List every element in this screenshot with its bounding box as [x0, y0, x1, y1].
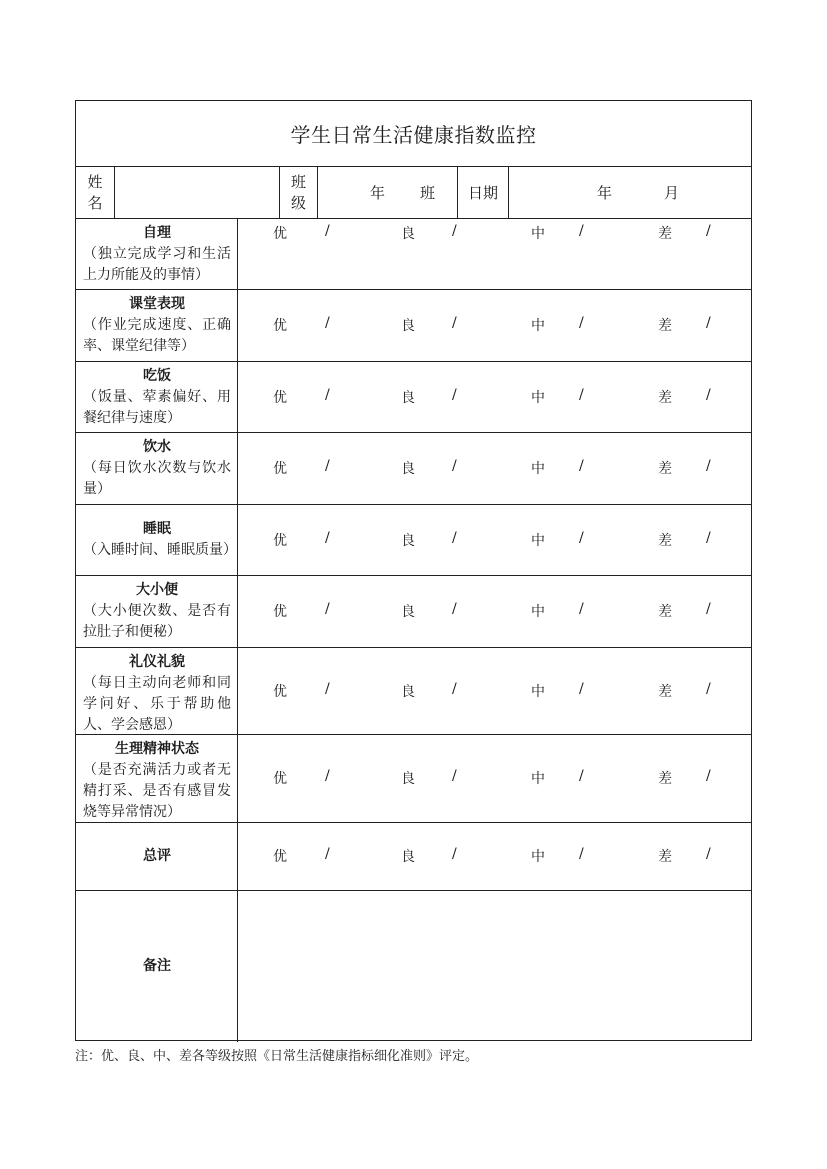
criterion-label-cell — [76, 433, 238, 504]
grade-option[interactable]: 差 — [658, 849, 672, 865]
grade-slash: / — [579, 681, 584, 697]
grade-option[interactable]: 优 — [273, 390, 287, 406]
month-text: 月 — [664, 184, 680, 202]
criterion-row — [76, 433, 751, 505]
grade-option[interactable]: 中 — [531, 771, 545, 787]
grade-option[interactable]: 良 — [401, 604, 415, 620]
grade-slash: / — [706, 846, 711, 862]
grade-option[interactable]: 优 — [273, 771, 287, 787]
summary-label: 总评 — [143, 848, 171, 864]
info-row — [76, 167, 751, 219]
criterion-row — [76, 735, 751, 823]
remark-row — [76, 891, 751, 1042]
grade-slash: / — [325, 681, 330, 697]
criterion-row — [76, 362, 751, 433]
grade-slash: / — [325, 601, 330, 617]
grade-slash: / — [325, 846, 330, 862]
grade-option[interactable]: 优 — [273, 318, 287, 334]
grade-slash: / — [325, 223, 330, 239]
grade-option[interactable]: 优 — [273, 684, 287, 700]
grade-slash: / — [579, 387, 584, 403]
criterion-row — [76, 505, 751, 576]
health-index-form — [75, 100, 752, 1041]
grade-slash: / — [325, 530, 330, 546]
grade-option[interactable]: 中 — [531, 604, 545, 620]
grade-slash: / — [452, 387, 457, 403]
grade-slash: / — [706, 768, 711, 784]
criterion-description: （是否充满活力或者无精打采、是否有感冒发烧等异常情况） — [83, 762, 231, 820]
grade-option[interactable]: 差 — [658, 604, 672, 620]
remark-label-cell — [76, 891, 238, 1042]
remark-field[interactable] — [238, 891, 751, 1042]
criterion-title: 饮水 — [143, 439, 171, 455]
grade-option[interactable]: 良 — [401, 318, 415, 334]
grade-options — [238, 362, 751, 432]
grade-slash: / — [706, 601, 711, 617]
grade-slash: / — [706, 315, 711, 331]
grade-option[interactable]: 中 — [531, 533, 545, 549]
grade-option[interactable]: 差 — [658, 533, 672, 549]
grade-options — [238, 433, 751, 504]
remark-label: 备注 — [143, 958, 171, 974]
class-text: 班 — [420, 184, 436, 202]
grade-options — [238, 648, 751, 734]
criterion-title: 吃饭 — [143, 368, 171, 384]
grade-slash: / — [579, 458, 584, 474]
date-label: 日期 — [467, 184, 498, 202]
criterion-title: 大小便 — [136, 582, 178, 598]
grade-option[interactable]: 差 — [658, 390, 672, 406]
grade-slash: / — [579, 768, 584, 784]
criterion-description: （大小便次数、是否有拉肚子和便秘） — [83, 603, 231, 640]
criterion-description: （饭量、荤素偏好、用餐纪律与速度） — [83, 389, 231, 426]
criterion-description: （每日主动向老师和同学问好、乐于帮助他人、学会感恩） — [83, 675, 231, 733]
grade-option[interactable]: 中 — [531, 226, 545, 242]
criterion-title: 生理精神状态 — [115, 741, 199, 757]
grade-option[interactable]: 良 — [401, 684, 415, 700]
criterion-title: 自理 — [143, 225, 171, 241]
grade-slash: / — [579, 601, 584, 617]
grade-slash: / — [706, 530, 711, 546]
grade-slash: / — [579, 530, 584, 546]
year-text: 年 — [597, 184, 613, 202]
criterion-title: 课堂表现 — [129, 296, 185, 312]
criterion-label-cell — [76, 648, 238, 734]
criterion-label-cell — [76, 505, 238, 575]
grade-option[interactable]: 差 — [658, 771, 672, 787]
date-field[interactable] — [509, 167, 751, 218]
name-label-cell — [76, 167, 115, 218]
grade-options — [238, 576, 751, 647]
grade-option[interactable]: 良 — [401, 390, 415, 406]
criterion-description: （入睡时间、睡眠质量） — [83, 542, 237, 558]
criterion-row — [76, 648, 751, 735]
grade-option[interactable]: 优 — [273, 604, 287, 620]
grade-slash: / — [325, 458, 330, 474]
grade-slash: / — [579, 223, 584, 239]
grade-slash: / — [452, 846, 457, 862]
criterion-title: 礼仪礼貌 — [129, 654, 185, 670]
grade-slash: / — [706, 387, 711, 403]
grade-options — [238, 505, 751, 575]
grade-option[interactable]: 良 — [401, 461, 415, 477]
grade-option[interactable]: 优 — [273, 533, 287, 549]
class-label-cell — [280, 167, 318, 218]
grade-slash: / — [452, 601, 457, 617]
grade-slash: / — [579, 846, 584, 862]
grade-slash: / — [325, 315, 330, 331]
grade-option[interactable]: 中 — [531, 849, 545, 865]
name-label-char-2: 名 — [87, 193, 103, 212]
grade-options — [238, 290, 751, 361]
grade-option[interactable]: 中 — [531, 318, 545, 334]
criterion-row — [76, 576, 751, 648]
grade-option[interactable]: 优 — [273, 226, 287, 242]
class-label-char-1: 班 — [290, 172, 306, 191]
criterion-description: （每日饮水次数与饮水量） — [83, 460, 231, 497]
grade-option[interactable]: 优 — [273, 461, 287, 477]
class-field[interactable] — [318, 167, 458, 218]
summary-label-cell — [76, 823, 238, 890]
grade-option[interactable]: 差 — [658, 226, 672, 242]
grade-option[interactable]: 差 — [658, 684, 672, 700]
name-label-char-1: 姓 — [87, 172, 103, 191]
name-field[interactable] — [115, 167, 280, 218]
criterion-label-cell — [76, 735, 238, 822]
grade-option[interactable]: 中 — [531, 390, 545, 406]
criterion-label-cell — [76, 362, 238, 432]
grade-slash: / — [325, 768, 330, 784]
criterion-label-cell — [76, 290, 238, 361]
grade-slash: / — [452, 768, 457, 784]
grade-options — [238, 219, 751, 289]
grade-option[interactable]: 良 — [401, 849, 415, 865]
grade-options — [238, 823, 751, 890]
grade-slash: / — [452, 315, 457, 331]
grade-option[interactable]: 良 — [401, 533, 415, 549]
criterion-title: 睡眠 — [143, 521, 171, 537]
criterion-label-cell — [76, 576, 238, 647]
criterion-description: （作业完成速度、正确率、课堂纪律等） — [83, 317, 231, 354]
grade-option[interactable]: 良 — [401, 226, 415, 242]
criterion-row — [76, 219, 751, 290]
footnote: 注：优、良、中、差各等级按照《日常生活健康指标细化准则》评定。 — [75, 1049, 479, 1064]
grade-slash: / — [706, 223, 711, 239]
grade-slash: / — [452, 458, 457, 474]
grade-option[interactable]: 差 — [658, 318, 672, 334]
class-label-char-2: 级 — [290, 193, 306, 212]
title-row — [76, 101, 751, 167]
grade-option[interactable]: 中 — [531, 684, 545, 700]
criterion-label-cell — [76, 219, 238, 289]
date-label-cell — [458, 167, 509, 218]
grade-slash: / — [452, 223, 457, 239]
grade-option[interactable]: 优 — [273, 849, 287, 865]
grade-slash: / — [452, 530, 457, 546]
criterion-row — [76, 290, 751, 362]
form-title: 学生日常生活健康指数监控 — [290, 123, 537, 147]
summary-row — [76, 823, 751, 891]
grade-slash: / — [706, 458, 711, 474]
criterion-description: （独立完成学习和生活上力所能及的事情） — [83, 246, 231, 283]
grade-slash: / — [579, 315, 584, 331]
grade-slash: / — [706, 681, 711, 697]
grade-text: 年 — [370, 184, 386, 202]
grade-slash: / — [452, 681, 457, 697]
grade-slash: / — [325, 387, 330, 403]
grade-option[interactable]: 良 — [401, 771, 415, 787]
grade-option[interactable]: 差 — [658, 461, 672, 477]
grade-option[interactable]: 中 — [531, 461, 545, 477]
grade-options — [238, 735, 751, 822]
